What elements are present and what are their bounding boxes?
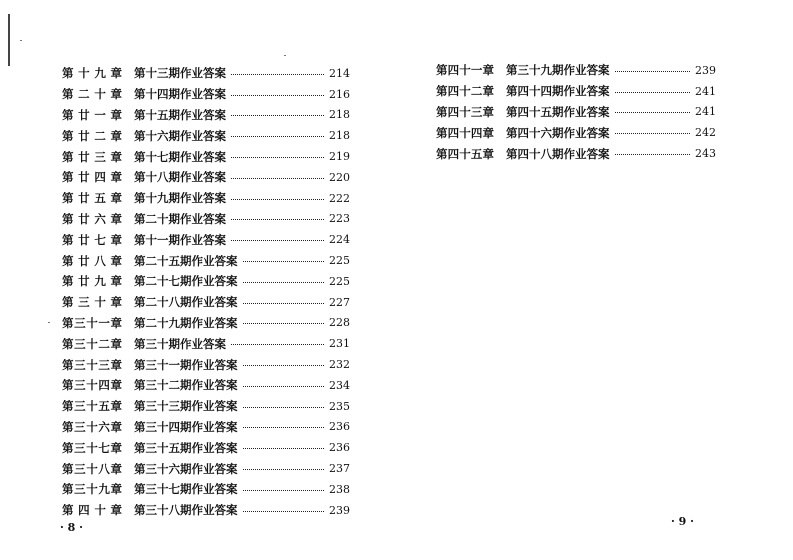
dot-leader	[231, 178, 324, 179]
entry-title: 第三十二期作业答案	[134, 378, 238, 393]
toc-entry	[62, 167, 350, 188]
dot-leader	[231, 95, 324, 96]
entry-title: 第三十三期作业答案	[134, 399, 238, 414]
page-number: 235	[329, 399, 350, 413]
entry-title: 第十一期作业答案	[134, 232, 226, 247]
chapter-label: 第三十五章	[62, 399, 122, 414]
page-number: 243	[695, 147, 716, 161]
dot-leader	[231, 115, 324, 116]
page-number: 214	[329, 66, 350, 80]
dot-leader	[615, 154, 691, 155]
chapter-label: 第三十八章	[62, 461, 122, 476]
page-number: 225	[329, 274, 350, 288]
page-number-right: · 9 ·	[671, 515, 694, 528]
dot-leader	[243, 282, 325, 283]
dot-leader	[243, 469, 325, 470]
chapter-label: 第四十一章	[436, 63, 494, 78]
toc-entry	[436, 60, 716, 81]
chapter-label: 第廿八章	[62, 253, 122, 268]
page-number: 225	[329, 254, 350, 268]
page-number: 218	[329, 108, 350, 122]
page-number-left: · 8 ·	[60, 521, 83, 534]
chapter-label: 第四十三章	[436, 104, 494, 119]
entry-title: 第四十八期作业答案	[506, 146, 610, 161]
entry-title: 第十六期作业答案	[134, 128, 226, 143]
dot-leader	[231, 344, 324, 345]
left-page	[0, 0, 396, 560]
entry-title: 第十三期作业答案	[134, 66, 226, 81]
chapter-label: 第三十七章	[62, 440, 122, 455]
toc-entry	[62, 229, 350, 250]
dot-leader	[243, 448, 325, 449]
dot-leader	[615, 92, 691, 93]
entry-title: 第二十期作业答案	[134, 211, 226, 226]
page-number: 227	[329, 295, 350, 309]
dot-leader	[243, 261, 325, 262]
page-number: 216	[329, 87, 350, 101]
scan-speck	[20, 40, 22, 41]
entry-title: 第二十七期作业答案	[134, 274, 238, 289]
dot-leader	[243, 490, 325, 491]
chapter-label: 第廿二章	[62, 128, 122, 143]
page-number: 223	[329, 212, 350, 226]
page-number: 224	[329, 233, 350, 247]
entry-title: 第十八期作业答案	[134, 170, 226, 185]
toc-entry	[62, 292, 350, 313]
entry-title: 第二十九期作业答案	[134, 315, 238, 330]
dot-leader	[615, 112, 691, 113]
entry-title: 第三十六期作业答案	[134, 461, 238, 476]
dot-leader	[243, 511, 325, 512]
dot-leader	[243, 303, 325, 304]
dot-leader	[231, 157, 324, 158]
toc-entry	[62, 209, 350, 230]
chapter-label: 第四十二章	[436, 84, 494, 99]
toc-entry	[62, 479, 350, 500]
toc-entry	[436, 102, 716, 123]
toc-entry	[62, 188, 350, 209]
dot-leader	[231, 136, 324, 137]
chapter-label: 第二十章	[62, 87, 122, 102]
chapter-label: 第廿五章	[62, 191, 122, 206]
toc-entry	[62, 417, 350, 438]
entry-title: 第十四期作业答案	[134, 87, 226, 102]
dot-leader	[243, 386, 325, 387]
entry-title: 第三十一期作业答案	[134, 357, 238, 372]
chapter-label: 第三十一章	[62, 315, 122, 330]
page-number: 241	[695, 84, 716, 98]
page-number: 238	[329, 482, 350, 496]
toc-entry	[62, 354, 350, 375]
dot-leader	[243, 323, 325, 324]
page-number: 222	[329, 191, 350, 205]
toc-entry	[62, 375, 350, 396]
dot-leader	[615, 71, 691, 72]
chapter-label: 第廿三章	[62, 149, 122, 164]
chapter-label: 第三十二章	[62, 336, 122, 351]
toc-entry	[436, 122, 716, 143]
entry-title: 第三十五期作业答案	[134, 440, 238, 455]
toc-entry	[62, 63, 350, 84]
chapter-label: 第三十章	[62, 295, 122, 310]
dot-leader	[243, 427, 325, 428]
chapter-label: 第廿一章	[62, 107, 122, 122]
toc-entry	[62, 437, 350, 458]
page-number: 220	[329, 170, 350, 184]
toc-list-left	[62, 63, 350, 521]
entry-title: 第三十七期作业答案	[134, 482, 238, 497]
dot-leader	[231, 199, 324, 200]
binding-mark	[8, 14, 10, 66]
page-number: 218	[329, 129, 350, 143]
chapter-label: 第廿七章	[62, 232, 122, 247]
chapter-label: 第四十五章	[436, 146, 494, 161]
page-number: 242	[695, 126, 716, 140]
dot-leader	[231, 219, 324, 220]
entry-title: 第三十期作业答案	[134, 336, 226, 351]
toc-list-right	[436, 60, 716, 164]
toc-entry	[62, 250, 350, 271]
chapter-label: 第廿六章	[62, 211, 122, 226]
chapter-label: 第三十四章	[62, 378, 122, 393]
toc-entry	[62, 396, 350, 417]
entry-title: 第三十九期作业答案	[506, 63, 610, 78]
entry-title: 第三十八期作业答案	[134, 503, 238, 518]
entry-title: 第十五期作业答案	[134, 107, 226, 122]
page-number: 219	[329, 150, 350, 164]
entry-title: 第四十六期作业答案	[506, 125, 610, 140]
page-number: 241	[695, 105, 716, 119]
entry-title: 第四十四期作业答案	[506, 84, 610, 99]
dot-leader	[231, 74, 324, 75]
chapter-label: 第十九章	[62, 66, 122, 81]
toc-entry	[62, 146, 350, 167]
toc-entry	[62, 271, 350, 292]
toc-entry	[436, 81, 716, 102]
toc-entry	[62, 313, 350, 334]
page-number: 231	[329, 337, 350, 351]
page-number: 232	[329, 358, 350, 372]
page-number: 237	[329, 462, 350, 476]
entry-title: 第二十八期作业答案	[134, 295, 238, 310]
toc-entry	[62, 125, 350, 146]
chapter-label: 第三十九章	[62, 482, 122, 497]
toc-entry	[62, 333, 350, 354]
page-number: 236	[329, 420, 350, 434]
scan-speck	[284, 55, 286, 56]
scan-speck	[48, 322, 50, 323]
chapter-label: 第四十四章	[436, 125, 494, 140]
chapter-label: 第四十章	[62, 503, 122, 518]
page-number: 236	[329, 441, 350, 455]
page-number: 239	[695, 63, 716, 77]
chapter-label: 第三十三章	[62, 357, 122, 372]
dot-leader	[243, 407, 325, 408]
dot-leader	[231, 240, 324, 241]
toc-entry	[62, 500, 350, 521]
toc-entry	[62, 458, 350, 479]
chapter-label: 第廿九章	[62, 274, 122, 289]
dot-leader	[243, 365, 325, 366]
entry-title: 第十七期作业答案	[134, 149, 226, 164]
entry-title: 第三十四期作业答案	[134, 419, 238, 434]
chapter-label: 第三十六章	[62, 419, 122, 434]
page-number: 239	[329, 503, 350, 517]
entry-title: 第十九期作业答案	[134, 191, 226, 206]
page-number: 228	[329, 316, 350, 330]
chapter-label: 第廿四章	[62, 170, 122, 185]
toc-entry	[436, 143, 716, 164]
entry-title: 第四十五期作业答案	[506, 104, 610, 119]
page-number: 234	[329, 378, 350, 392]
toc-entry	[62, 84, 350, 105]
dot-leader	[615, 133, 691, 134]
entry-title: 第二十五期作业答案	[134, 253, 238, 268]
right-page	[396, 0, 793, 560]
toc-entry	[62, 105, 350, 126]
